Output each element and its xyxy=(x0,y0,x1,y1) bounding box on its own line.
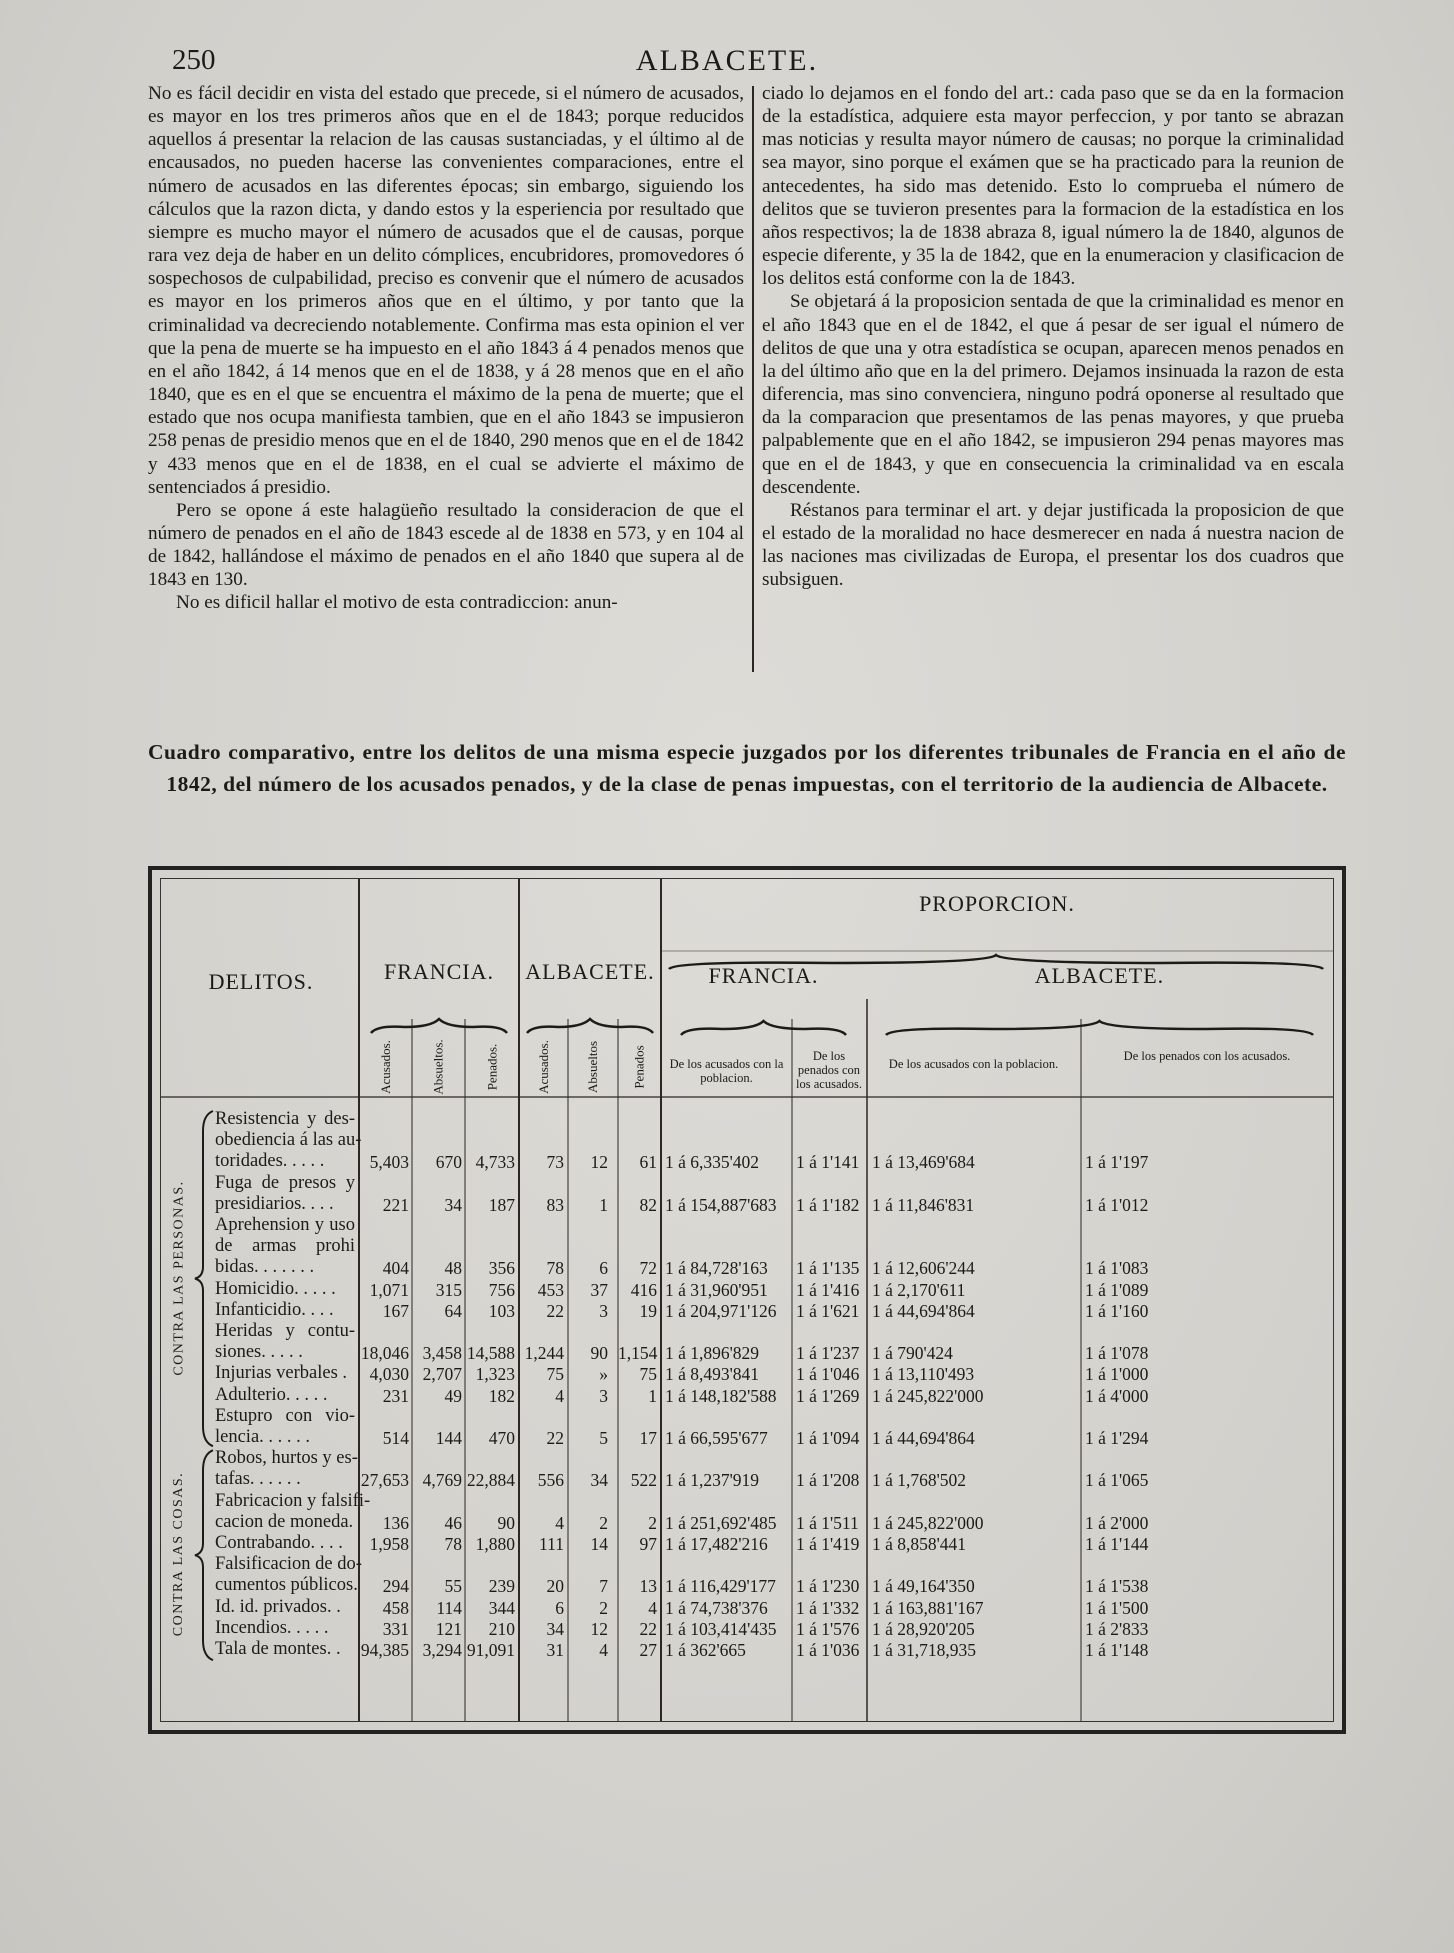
header-proporcion: PROPORCION. xyxy=(919,891,1075,916)
numeric-cell: 1,244 xyxy=(524,1343,564,1364)
numeric-cell: 1,154 xyxy=(618,1343,658,1364)
proportion-cell: 1 á 4'000 xyxy=(1085,1385,1149,1406)
proportion-cell: 1 á 13,469'684 xyxy=(872,1152,975,1173)
delito-label: Heridas y contu- xyxy=(215,1321,355,1341)
numeric-cell: 356 xyxy=(488,1258,515,1279)
numeric-cell: 72 xyxy=(639,1258,657,1279)
proportion-cell: 1 á 1'094 xyxy=(796,1428,860,1448)
proportion-cell: 1 á 31,718,935 xyxy=(872,1640,977,1660)
proportion-cell: 1 á 1,768'502 xyxy=(872,1470,967,1491)
comparison-table xyxy=(148,866,1346,1734)
numeric-cell: 3,458 xyxy=(422,1343,462,1364)
proportion-cell: 1 á 1'036 xyxy=(796,1640,860,1660)
proportion-cell: 1 á 1'000 xyxy=(1085,1364,1149,1385)
numeric-cell: 121 xyxy=(435,1618,462,1639)
page-number: 250 xyxy=(172,44,216,76)
numeric-cell: 670 xyxy=(435,1152,462,1173)
proportion-cell: 1 á 245,822'000 xyxy=(872,1512,984,1533)
numeric-cell: 18,046 xyxy=(360,1343,409,1364)
proportion-cell: 1 á 13,110'493 xyxy=(872,1364,975,1385)
proportion-cell: 1 á 1'078 xyxy=(1085,1343,1149,1364)
delito-label: Resistencia y des- xyxy=(215,1109,355,1129)
proportion-cell: 1 á 28,920'205 xyxy=(872,1618,975,1639)
delito-label: Incendios. . . . . xyxy=(215,1617,329,1638)
numeric-cell: 3 xyxy=(599,1385,608,1406)
delito-label: Injurias verbales . xyxy=(215,1363,348,1384)
group-label-personas: CONTRA LAS PERSONAS. xyxy=(171,1179,187,1376)
proportion-cell: 1 á 1'012 xyxy=(1085,1194,1149,1215)
numeric-cell: 27,653 xyxy=(360,1470,409,1491)
proportion-cell: 1 á 31,960'951 xyxy=(665,1279,768,1300)
proportion-cell: 1 á 8,493'841 xyxy=(665,1364,760,1385)
numeric-cell: 4 xyxy=(599,1640,608,1660)
numeric-cell: 2,707 xyxy=(422,1364,462,1385)
delito-label: Falsificacion de do- xyxy=(215,1554,362,1575)
numeric-cell: 315 xyxy=(435,1279,462,1300)
header-delitos: DELITOS. xyxy=(208,969,314,994)
numeric-cell: 6 xyxy=(555,1597,564,1618)
delito-label: cumentos públicos. xyxy=(215,1575,358,1596)
delito-label: cacion de moneda. xyxy=(215,1511,354,1532)
proportion-cell: 1 á 1'083 xyxy=(1085,1258,1149,1279)
numeric-cell: 91,091 xyxy=(466,1640,515,1660)
numeric-cell: 22,884 xyxy=(466,1470,515,1491)
delito-label: de armas prohi xyxy=(215,1236,355,1257)
numeric-cell: 17 xyxy=(639,1428,657,1448)
numeric-cell: 97 xyxy=(639,1534,657,1554)
proportion-cell: 1 á 1'160 xyxy=(1085,1300,1149,1321)
numeric-cell: 2 xyxy=(599,1512,608,1533)
numeric-cell: 4,030 xyxy=(369,1364,409,1385)
proportion-cell: 1 á 1'511 xyxy=(796,1512,859,1533)
numeric-cell: 22 xyxy=(546,1300,564,1321)
delito-label: Tala de montes. . xyxy=(215,1639,341,1659)
header-al-penados: Penados xyxy=(631,1045,647,1089)
header-fr-penados: Penados. xyxy=(484,1043,500,1091)
numeric-cell: 514 xyxy=(382,1428,409,1448)
delito-label: Infanticidio. . . . xyxy=(215,1299,334,1320)
delito-label: lencia. . . . . . xyxy=(215,1427,311,1447)
proportion-cell: 1 á 1'046 xyxy=(796,1364,860,1385)
table-inner xyxy=(160,878,1334,1722)
numeric-cell: 90 xyxy=(497,1512,515,1533)
delito-label: presidiarios. . . . xyxy=(215,1193,334,1214)
numeric-cell: 4 xyxy=(555,1385,564,1406)
proportion-cell: 1 á 6,335'402 xyxy=(665,1152,760,1173)
numeric-cell: 31 xyxy=(546,1640,564,1660)
proportion-cell: 1 á 103,414'435 xyxy=(665,1618,777,1639)
numeric-cell: 75 xyxy=(546,1364,564,1385)
header-al-absueltos: Absueltos xyxy=(585,1041,600,1093)
numeric-cell: 12 xyxy=(590,1618,608,1639)
numeric-cell: 103 xyxy=(488,1300,515,1321)
proportion-cell: 1 á 245,822'000 xyxy=(872,1385,984,1406)
delito-label: tafas. . . . . . xyxy=(215,1469,301,1490)
numeric-cell: 470 xyxy=(488,1428,515,1448)
group-brace xyxy=(195,1450,213,1660)
numeric-cell: 144 xyxy=(435,1428,462,1448)
proportion-cell: 1 á 1'135 xyxy=(796,1258,860,1279)
proportion-cell: 1 á 12,606'244 xyxy=(872,1258,975,1279)
proportion-cell: 1 á 116,429'177 xyxy=(665,1576,776,1597)
numeric-cell: 1 xyxy=(599,1194,608,1215)
proportion-cell: 1 á 1'141 xyxy=(796,1152,860,1173)
numeric-cell: 1,071 xyxy=(369,1279,409,1300)
numeric-cell: 1 xyxy=(648,1385,657,1406)
delito-label: siones. . . . . xyxy=(215,1342,303,1363)
header-francia: FRANCIA. xyxy=(383,959,495,984)
proportion-cell: 1 á 1'416 xyxy=(796,1279,860,1300)
proportion-cell: 1 á 1'065 xyxy=(1085,1470,1149,1491)
numeric-cell: 94,385 xyxy=(360,1640,409,1660)
header-fr-absueltos: Absueltos. xyxy=(430,1039,446,1095)
numeric-cell: 136 xyxy=(382,1512,409,1533)
delito-label: Fuga de presos y xyxy=(215,1172,355,1193)
numeric-cell: 2 xyxy=(599,1597,608,1618)
numeric-cell: 90 xyxy=(590,1343,608,1364)
numeric-cell: 78 xyxy=(546,1258,564,1279)
delito-label: obediencia á las au- xyxy=(215,1130,362,1151)
proportion-cell: 1 á 11,846'831 xyxy=(872,1194,975,1215)
proportion-cell: 1 á 66,595'677 xyxy=(665,1428,768,1448)
proportion-cell: 1 á 74,738'376 xyxy=(665,1597,768,1618)
proportion-cell: 1 á 84,728'163 xyxy=(665,1258,768,1279)
proportion-cell: 1 á 1'230 xyxy=(796,1576,860,1597)
numeric-cell: 6 xyxy=(599,1258,608,1279)
paragraph: Réstanos para terminar el art. y dejar justificada la proposicion de que el estado de la moralidad no hace desmerecer en nada á nuestra nacion de las naciones mas civilizadas de Europa, el presentar los dos cuadros que subsiguen. xyxy=(762,499,1344,591)
numeric-cell: 14,588 xyxy=(466,1343,515,1364)
numeric-cell: » xyxy=(599,1364,608,1385)
column-divider xyxy=(752,86,754,672)
prop-francia-brace xyxy=(681,1021,846,1035)
proportion-cell: 1 á 1'294 xyxy=(1085,1428,1149,1448)
proportion-cell: 1 á 163,881'167 xyxy=(872,1597,984,1618)
numeric-cell: 48 xyxy=(444,1258,462,1279)
numeric-cell: 3,294 xyxy=(422,1640,462,1660)
paragraph: Pero se opone á este halagüeño resultado la consideracion de que el número de penados en el año de 1843 escede al de 1838 en 573, y en 104 al de 1842, hallándose el máximo de penados en el año 1840 que supera al de 1843 en 130. xyxy=(148,499,744,591)
paragraph: No es dificil hallar el motivo de esta contradiccion: anun- xyxy=(176,592,618,614)
header-al-acusados: Acusados. xyxy=(535,1040,551,1094)
proportion-cell: 1 á 49,164'350 xyxy=(872,1576,975,1597)
proportion-cell: 1 á 1,896'829 xyxy=(665,1343,760,1364)
left-text-column xyxy=(148,82,744,615)
group-label-cosas: CONTRA LAS COSAS. xyxy=(171,1472,187,1637)
proportion-cell: 1 á 2,170'611 xyxy=(872,1279,966,1300)
delito-label: Homicidio. . . . . xyxy=(215,1278,336,1299)
proportion-cell: 1 á 1'144 xyxy=(1085,1534,1149,1554)
numeric-cell: 2 xyxy=(648,1512,657,1533)
proportion-cell: 1 á 1'089 xyxy=(1085,1279,1149,1300)
delito-label: Robos, hurtos y es- xyxy=(215,1448,358,1469)
header-prop-albacete: ALBACETE. xyxy=(1034,963,1165,988)
numeric-cell: 167 xyxy=(382,1300,409,1321)
header-prop-francia: FRANCIA. xyxy=(708,963,819,988)
numeric-cell: 404 xyxy=(382,1258,409,1279)
numeric-cell: 416 xyxy=(630,1279,657,1300)
paragraph: No es fácil decidir en vista del estado que precede, si el número de acusados, es mayor en los tres primeros años que en el de 1843; porque reducidos aquellos á presentar la relacion de las causas sustanciadas, y el último al de encausados, no pueden hacerse las convenientes comparaciones, entre el número de acusados en las diferentes épocas; sin embargo, siguiendo los cálculos que la razon dicta, y dando estos y la esperiencia por resultado que siempre es mucho mayor el número de acusados que el de causas, porque rara vez deja de haber en un delito cómplices, encubridores, promovedores ó sospechosos de culpabilidad, preciso es convenir que el número de acusados es mayor en los primeros años que en el último, y por tanto que la criminalidad va decreciendo notablemente. Confirma mas esta opinion el ver que la pena de muerte se ha impuesto en el año 1843 á 4 penados menos que en el año 1842, á 14 menos que en el de 1838, y á 28 menos que en el año 1840, que es en el que se encuentra el máximo de la pena de muerte; que el estado que nos ocupa manifiesta tambien, que en el año 1843 se impusieron 258 penas de presidio menos que en el de 1840, 290 menos que en el de 1842 y 433 menos que en el de 1838, en el cual se advierte el máximo de sentenciados á presidio. xyxy=(148,83,744,498)
numeric-cell: 182 xyxy=(488,1385,515,1406)
delito-label: Aprehension y uso xyxy=(215,1215,355,1235)
numeric-cell: 64 xyxy=(444,1300,462,1321)
numeric-cell: 22 xyxy=(546,1428,564,1448)
numeric-cell: 34 xyxy=(590,1470,608,1491)
proportion-cell: 1 á 1'621 xyxy=(796,1300,860,1321)
numeric-cell: 556 xyxy=(537,1470,564,1491)
proportion-cell: 1 á 790'424 xyxy=(872,1343,953,1364)
numeric-cell: 78 xyxy=(444,1534,462,1554)
numeric-cell: 75 xyxy=(639,1364,657,1385)
proportion-cell: 1 á 1'208 xyxy=(796,1470,860,1491)
prop-albacete-brace xyxy=(886,1021,1313,1035)
delito-label: Adulterio. . . . . xyxy=(215,1384,328,1405)
numeric-cell: 19 xyxy=(639,1300,657,1321)
proportion-cell: 1 á 1'237 xyxy=(796,1343,860,1364)
header-pa-pen-acus: De los penados con los acusados. xyxy=(1123,1049,1291,1063)
numeric-cell: 22 xyxy=(639,1618,657,1639)
proportion-cell: 1 á 1'182 xyxy=(796,1194,860,1215)
delito-label: Estupro con vio- xyxy=(215,1405,355,1426)
numeric-cell: 4 xyxy=(648,1597,657,1618)
numeric-cell: 331 xyxy=(382,1618,409,1639)
group-brace xyxy=(195,1111,213,1446)
numeric-cell: 61 xyxy=(639,1152,657,1173)
numeric-cell: 37 xyxy=(590,1279,608,1300)
numeric-cell: 55 xyxy=(444,1576,462,1597)
numeric-cell: 34 xyxy=(444,1194,462,1215)
numeric-cell: 14 xyxy=(590,1534,608,1554)
numeric-cell: 231 xyxy=(382,1385,409,1406)
header-pf-pen-acus: De los penados con los acusados. xyxy=(796,1049,862,1091)
paragraph: Se objetará á la proposicion sentada de que la criminalidad es menor en el año 1843 que en el de 1842, el que á pesar de ser igual el número de delitos de que una y otra estadística se ocupan, aparecen menos penados en la del último año que en la del primero. Dejamos insinuada la razon de esta diferencia, mas sino convenciera, ninguno podrá oponerse al resultado que da la comparacion que presentamos de las penas mayores, y que prueba palpablemente que en el año 1842, se impusieron 294 penas mayores mas que en el de 1843, y que en consecuencia la criminalidad va en escala descendente. xyxy=(762,291,1344,498)
numeric-cell: 522 xyxy=(630,1470,657,1491)
numeric-cell: 73 xyxy=(546,1152,564,1173)
right-text-column xyxy=(762,82,1344,591)
numeric-cell: 210 xyxy=(488,1618,515,1639)
numeric-cell: 344 xyxy=(488,1597,515,1618)
proportion-cell: 1 á 251,692'485 xyxy=(665,1512,777,1533)
numeric-cell: 453 xyxy=(537,1279,564,1300)
header-albacete: ALBACETE. xyxy=(525,959,655,984)
numeric-cell: 221 xyxy=(382,1194,409,1215)
numeric-cell: 1,880 xyxy=(475,1534,515,1554)
proportion-cell: 1 á 1'269 xyxy=(796,1385,860,1406)
numeric-cell: 12 xyxy=(590,1152,608,1173)
numeric-cell: 1,323 xyxy=(475,1364,515,1385)
numeric-cell: 114 xyxy=(436,1597,462,1618)
albacete-brace xyxy=(527,1019,653,1033)
numeric-cell: 20 xyxy=(546,1576,564,1597)
header-pa-acus-pob: De los acusados con la poblacion. xyxy=(888,1057,1059,1071)
numeric-cell: 187 xyxy=(488,1194,515,1215)
proportion-cell: 1 á 1'332 xyxy=(796,1597,860,1618)
proportion-cell: 1 á 1'419 xyxy=(796,1534,860,1554)
numeric-cell: 111 xyxy=(539,1534,564,1554)
proportion-cell: 1 á 44,694'864 xyxy=(872,1300,975,1321)
proportion-cell: 1 á 154,887'683 xyxy=(665,1194,777,1215)
page-title: ALBACETE. xyxy=(635,44,819,77)
proportion-cell: 1 á 17,482'216 xyxy=(665,1534,768,1554)
numeric-cell: 458 xyxy=(382,1597,409,1618)
proportion-cell: 1 á 204,971'126 xyxy=(665,1300,777,1321)
proportion-cell: 1 á 1'576 xyxy=(796,1618,860,1639)
numeric-cell: 4,733 xyxy=(475,1152,515,1173)
proportion-cell: 1 á 1'197 xyxy=(1085,1152,1149,1173)
delito-label: Contrabando. . . . xyxy=(215,1533,343,1553)
table-caption: Cuadro comparativo, entre los delitos de una misma especie juzgados por los diferentes tribunales de Francia en el año de 1842, del número de los acusados penados, y de la clase de penas impuestas, con el territorio de la audiencia de Albacete. xyxy=(148,740,1346,796)
numeric-cell: 49 xyxy=(444,1385,462,1406)
numeric-cell: 27 xyxy=(639,1640,657,1660)
numeric-cell: 1,958 xyxy=(369,1534,409,1554)
proportion-cell: 1 á 2'000 xyxy=(1085,1512,1149,1533)
header-pf-acus-pob: De los acusados con la poblacion. xyxy=(669,1057,784,1085)
proportion-cell: 1 á 8,858'441 xyxy=(872,1534,967,1554)
proportion-cell: 1 á 2'833 xyxy=(1085,1618,1149,1639)
numeric-cell: 46 xyxy=(444,1512,462,1533)
numeric-cell: 82 xyxy=(639,1194,657,1215)
numeric-cell: 34 xyxy=(546,1618,564,1639)
proportion-cell: 1 á 1,237'919 xyxy=(665,1470,760,1491)
numeric-cell: 4 xyxy=(555,1512,564,1533)
delito-label: bidas. . . . . . . xyxy=(215,1257,315,1278)
proportion-cell: 1 á 1'148 xyxy=(1085,1640,1149,1660)
numeric-cell: 756 xyxy=(488,1279,515,1300)
delito-label: Id. id. privados. . xyxy=(215,1596,341,1617)
proportion-cell: 1 á 1'538 xyxy=(1085,1576,1149,1597)
proportion-cell: 1 á 362'665 xyxy=(665,1640,746,1660)
delito-label: toridades. . . . . xyxy=(215,1151,325,1172)
numeric-cell: 3 xyxy=(599,1300,608,1321)
proportion-cell: 1 á 148,182'588 xyxy=(665,1385,777,1406)
header-fr-acusados: Acusados. xyxy=(377,1040,393,1094)
numeric-cell: 4,769 xyxy=(422,1470,462,1491)
numeric-cell: 5 xyxy=(599,1428,608,1448)
numeric-cell: 5,403 xyxy=(369,1152,409,1173)
proportion-cell: 1 á 1'500 xyxy=(1085,1597,1149,1618)
proportion-cell: 1 á 44,694'864 xyxy=(872,1428,975,1448)
numeric-cell: 13 xyxy=(639,1576,657,1597)
numeric-cell: 7 xyxy=(599,1576,608,1597)
delito-label: Fabricacion y falsifi- xyxy=(215,1490,371,1511)
numeric-cell: 83 xyxy=(546,1194,564,1215)
numeric-cell: 239 xyxy=(488,1576,515,1597)
francia-brace xyxy=(371,1019,507,1033)
paragraph: ciado lo dejamos en el fondo del art.: cada paso que se da en la formacion de la estadística, adquiere esta mayor perfeccion, y por tanto se abrazan mas noticias y resulta mayor número de causas; no porque la criminalidad sea mayor, sino porque el exámen que se ha practicado para la reunion de antecedentes, ha sido mas detenido. Esto lo comprueba el número de delitos que se tuvieron presentes para la formacion de la estadística en los años respectivos; la de 1838 abraza 8, igual número la de 1840, algunos de especie diferente, y 35 la de 1842, que en la enumeracion y clasificacion de los delitos está conforme con la de 1843. xyxy=(762,83,1344,290)
numeric-cell: 294 xyxy=(382,1576,409,1597)
